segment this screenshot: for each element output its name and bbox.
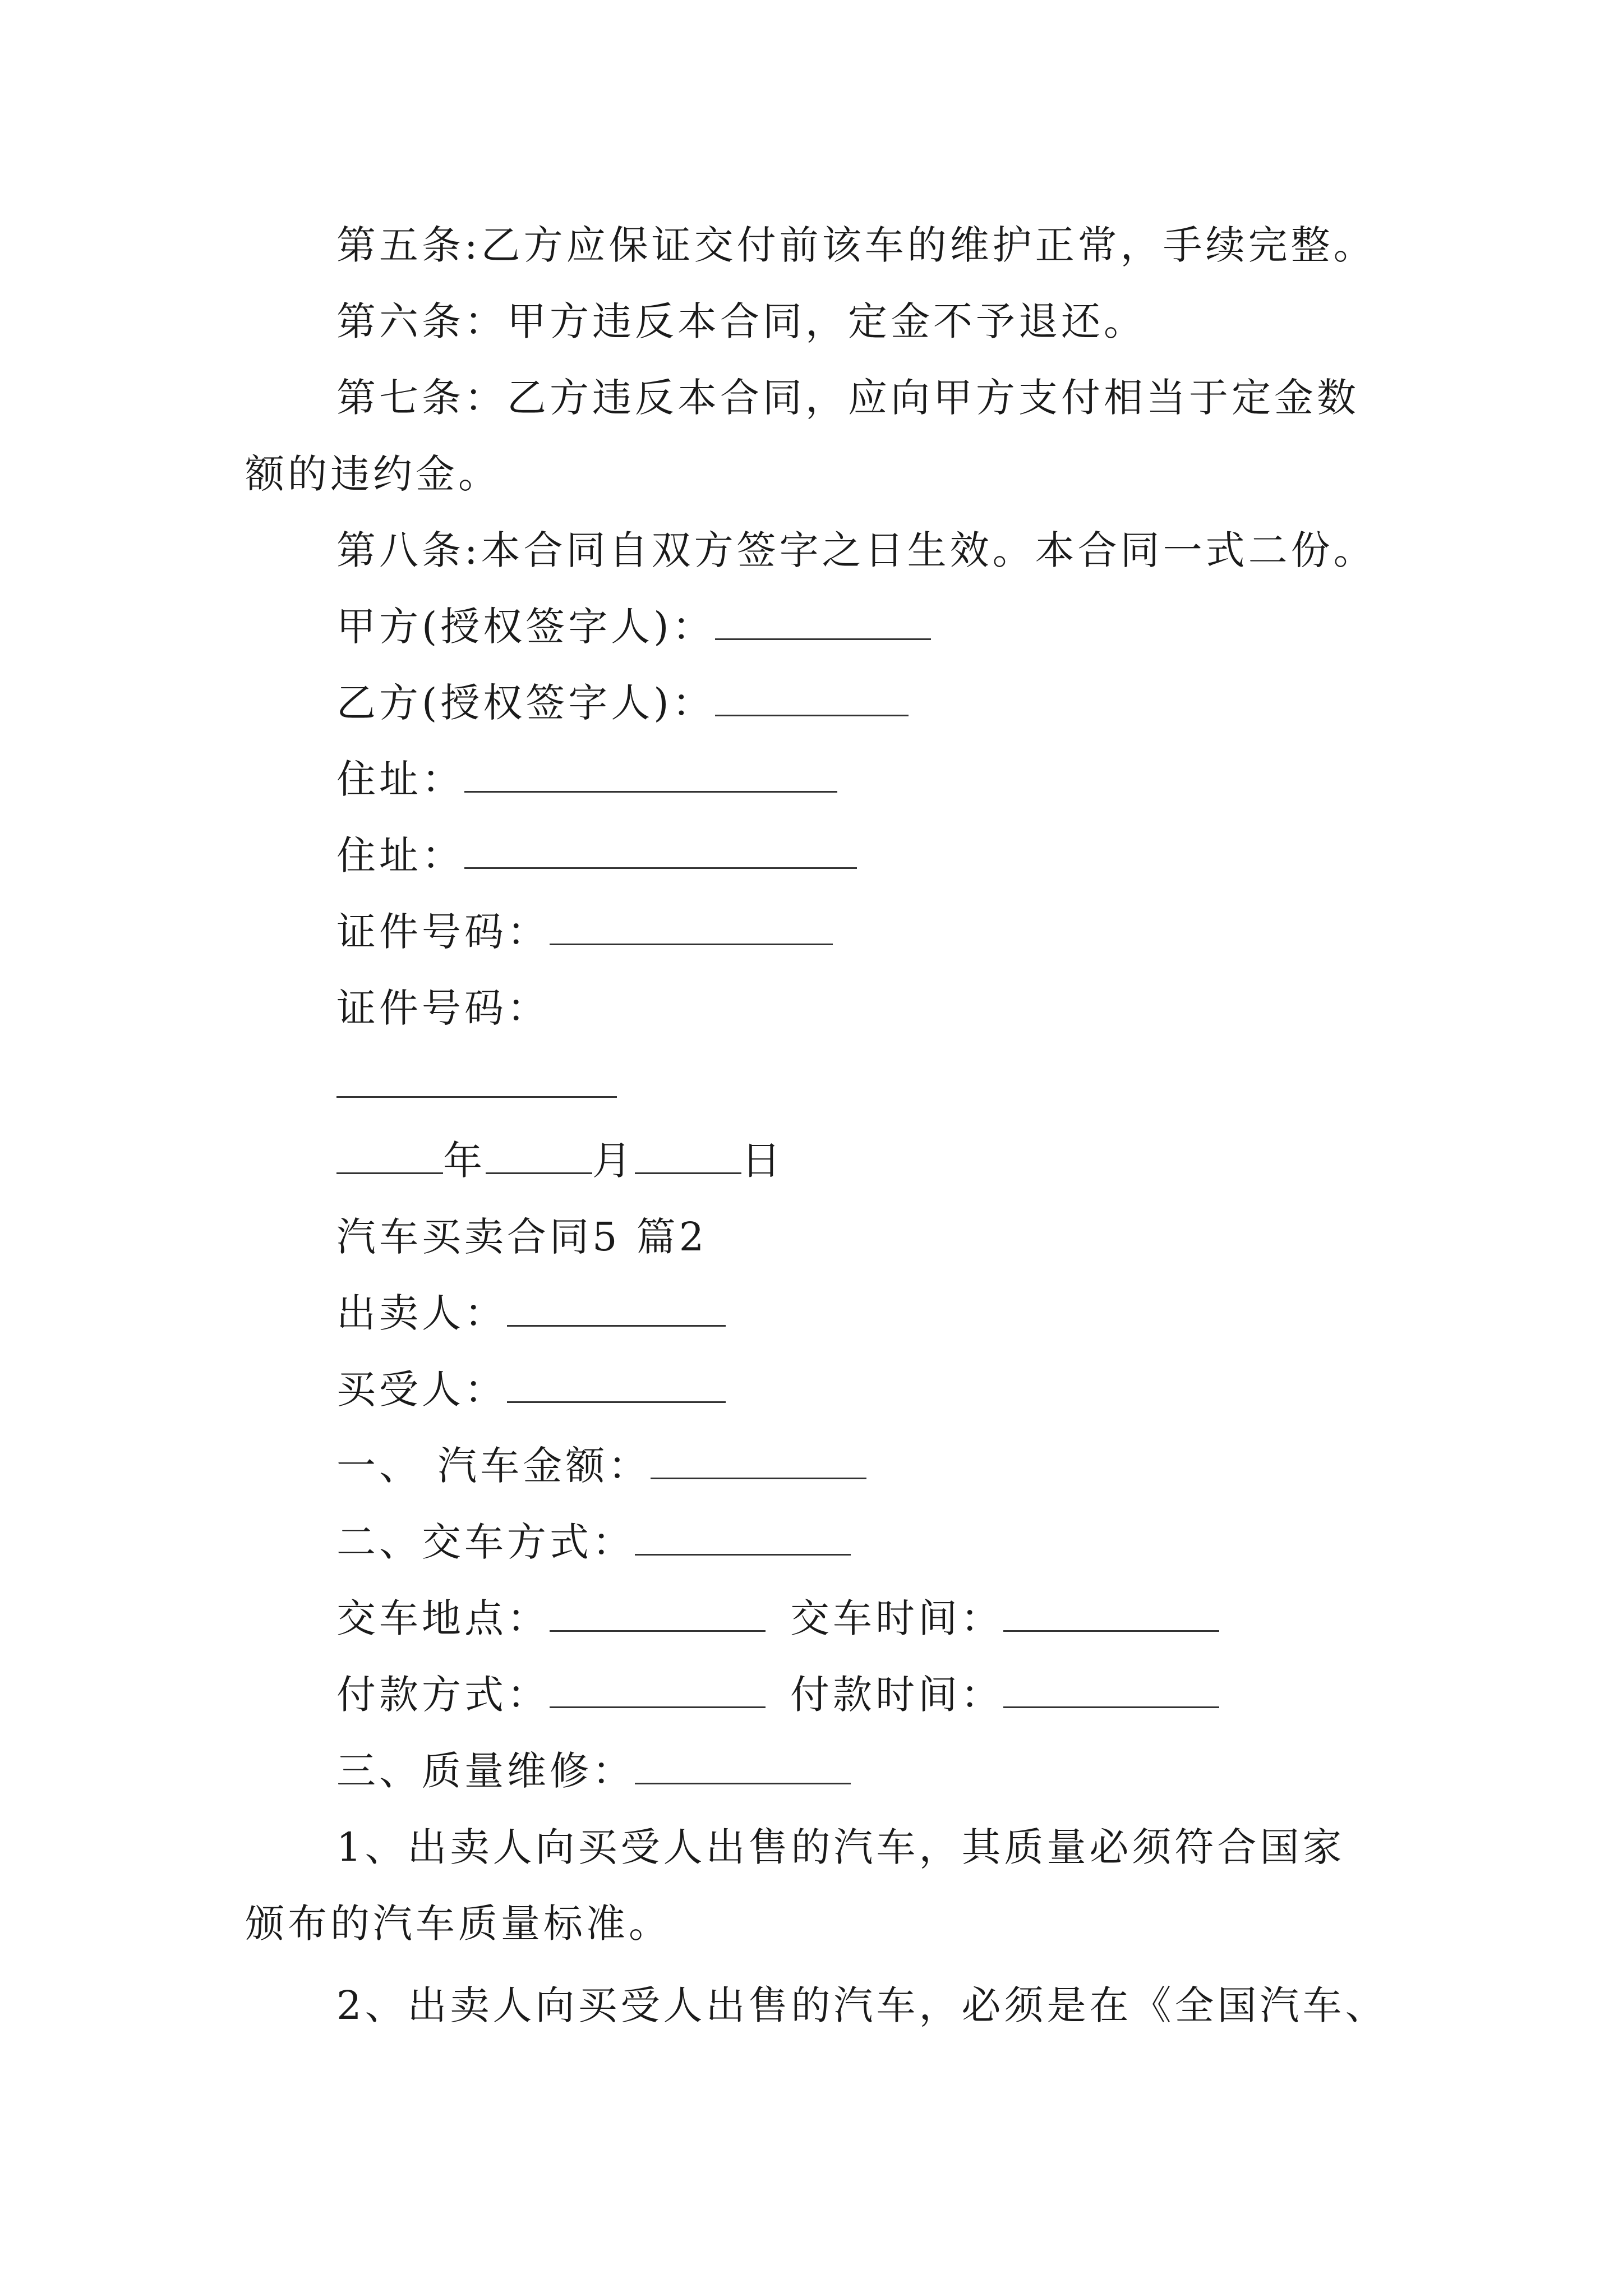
- payment-method-blank[interactable]: [550, 1672, 766, 1708]
- buyer: [336, 1364, 726, 1415]
- section-heading-text: 汽车买卖合同5 篇2: [336, 1214, 708, 1260]
- article-7-cont-text: 额的违约金。: [245, 451, 501, 497]
- id-number-2: [336, 983, 550, 1033]
- delivery-place-label: 交车地点：: [336, 1595, 550, 1641]
- car-amount: [336, 1441, 866, 1491]
- clause-2-text: 2、出卖人向买受人出售的汽车，必须是在《全国汽车、: [336, 1982, 1388, 2028]
- party-a-signatory-blank[interactable]: [715, 604, 931, 640]
- car-amount-label: 一、 汽车金额：: [336, 1443, 651, 1489]
- article-8-text: 第八条:本合同自双方签字之日生效。本合同一式二份。: [336, 527, 1376, 573]
- id-number-2-line: [336, 1059, 617, 1110]
- delivery-place-blank[interactable]: [550, 1595, 766, 1632]
- buyer-label: 买受人：: [336, 1366, 507, 1412]
- address-1-label: 住址：: [336, 756, 464, 802]
- address-1: [336, 754, 837, 804]
- address-2-label: 住址：: [336, 832, 464, 878]
- delivery-time-blank[interactable]: [1003, 1595, 1219, 1632]
- payment-method-label: 付款方式：: [336, 1672, 550, 1718]
- delivery-method: [336, 1517, 851, 1567]
- party-b-signatory-label: 乙方(授权签字人)：: [336, 680, 715, 726]
- party-a-signatory-label: 甲方(授权签字人)：: [336, 604, 715, 650]
- id-number-1: [336, 907, 833, 957]
- month-blank[interactable]: [486, 1138, 592, 1174]
- buyer-blank[interactable]: [507, 1366, 726, 1403]
- quality-repair: [336, 1746, 851, 1796]
- article-7: [336, 372, 1359, 423]
- payment-time-label: 付款时间：: [790, 1672, 1003, 1718]
- article-8: [336, 525, 1376, 576]
- seller: [336, 1288, 726, 1338]
- car-amount-blank[interactable]: [651, 1443, 866, 1479]
- day-blank[interactable]: [635, 1138, 741, 1174]
- id-number-2-blank[interactable]: [336, 1061, 617, 1098]
- payment-time-blank[interactable]: [1003, 1672, 1219, 1708]
- id-number-1-blank[interactable]: [550, 909, 833, 945]
- clause-1: [336, 1822, 1345, 1872]
- quality-repair-blank[interactable]: [635, 1748, 851, 1784]
- article-5: [336, 220, 1376, 270]
- address-1-blank[interactable]: [464, 756, 837, 793]
- seller-label: 出卖人：: [336, 1290, 507, 1336]
- article-7-text: 第七条：乙方违反本合同，应向甲方支付相当于定金数: [336, 375, 1359, 421]
- id-number-1-label: 证件号码：: [336, 909, 550, 955]
- month-label: 月: [592, 1138, 635, 1184]
- clause-1-cont: [245, 1898, 671, 1949]
- address-2-blank[interactable]: [464, 832, 857, 869]
- clause-1-cont-text: 颁布的汽车质量标准。: [245, 1901, 671, 1947]
- delivery-place-time: [336, 1593, 1219, 1644]
- article-5-text: 第五条:乙方应保证交付前该车的维护正常，手续完整。: [336, 222, 1376, 268]
- quality-repair-label: 三、质量维修：: [336, 1748, 635, 1794]
- section-heading: [336, 1212, 707, 1262]
- delivery-method-blank[interactable]: [635, 1519, 851, 1556]
- delivery-time-label: 交车时间：: [790, 1595, 1003, 1641]
- date-line: [336, 1135, 784, 1186]
- payment-method-time: [336, 1669, 1219, 1720]
- party-b-signatory-blank[interactable]: [715, 680, 909, 716]
- article-6: [336, 296, 1146, 347]
- clause-1-text: 1、出卖人向买受人出售的汽车，其质量必须符合国家: [336, 1824, 1345, 1870]
- address-2: [336, 830, 857, 881]
- article-7-cont: [245, 449, 501, 499]
- clause-2: [336, 1980, 1388, 2031]
- id-number-2-label: 证件号码：: [336, 985, 550, 1031]
- year-blank[interactable]: [336, 1138, 443, 1174]
- day-label: 日: [741, 1138, 784, 1184]
- delivery-method-label: 二、交车方式：: [336, 1519, 635, 1565]
- party-b-signatory: [336, 678, 909, 728]
- year-label: 年: [443, 1138, 486, 1184]
- article-6-text: 第六条：甲方违反本合同，定金不予退还。: [336, 298, 1146, 344]
- seller-blank[interactable]: [507, 1290, 726, 1327]
- party-a-signatory: [336, 601, 931, 652]
